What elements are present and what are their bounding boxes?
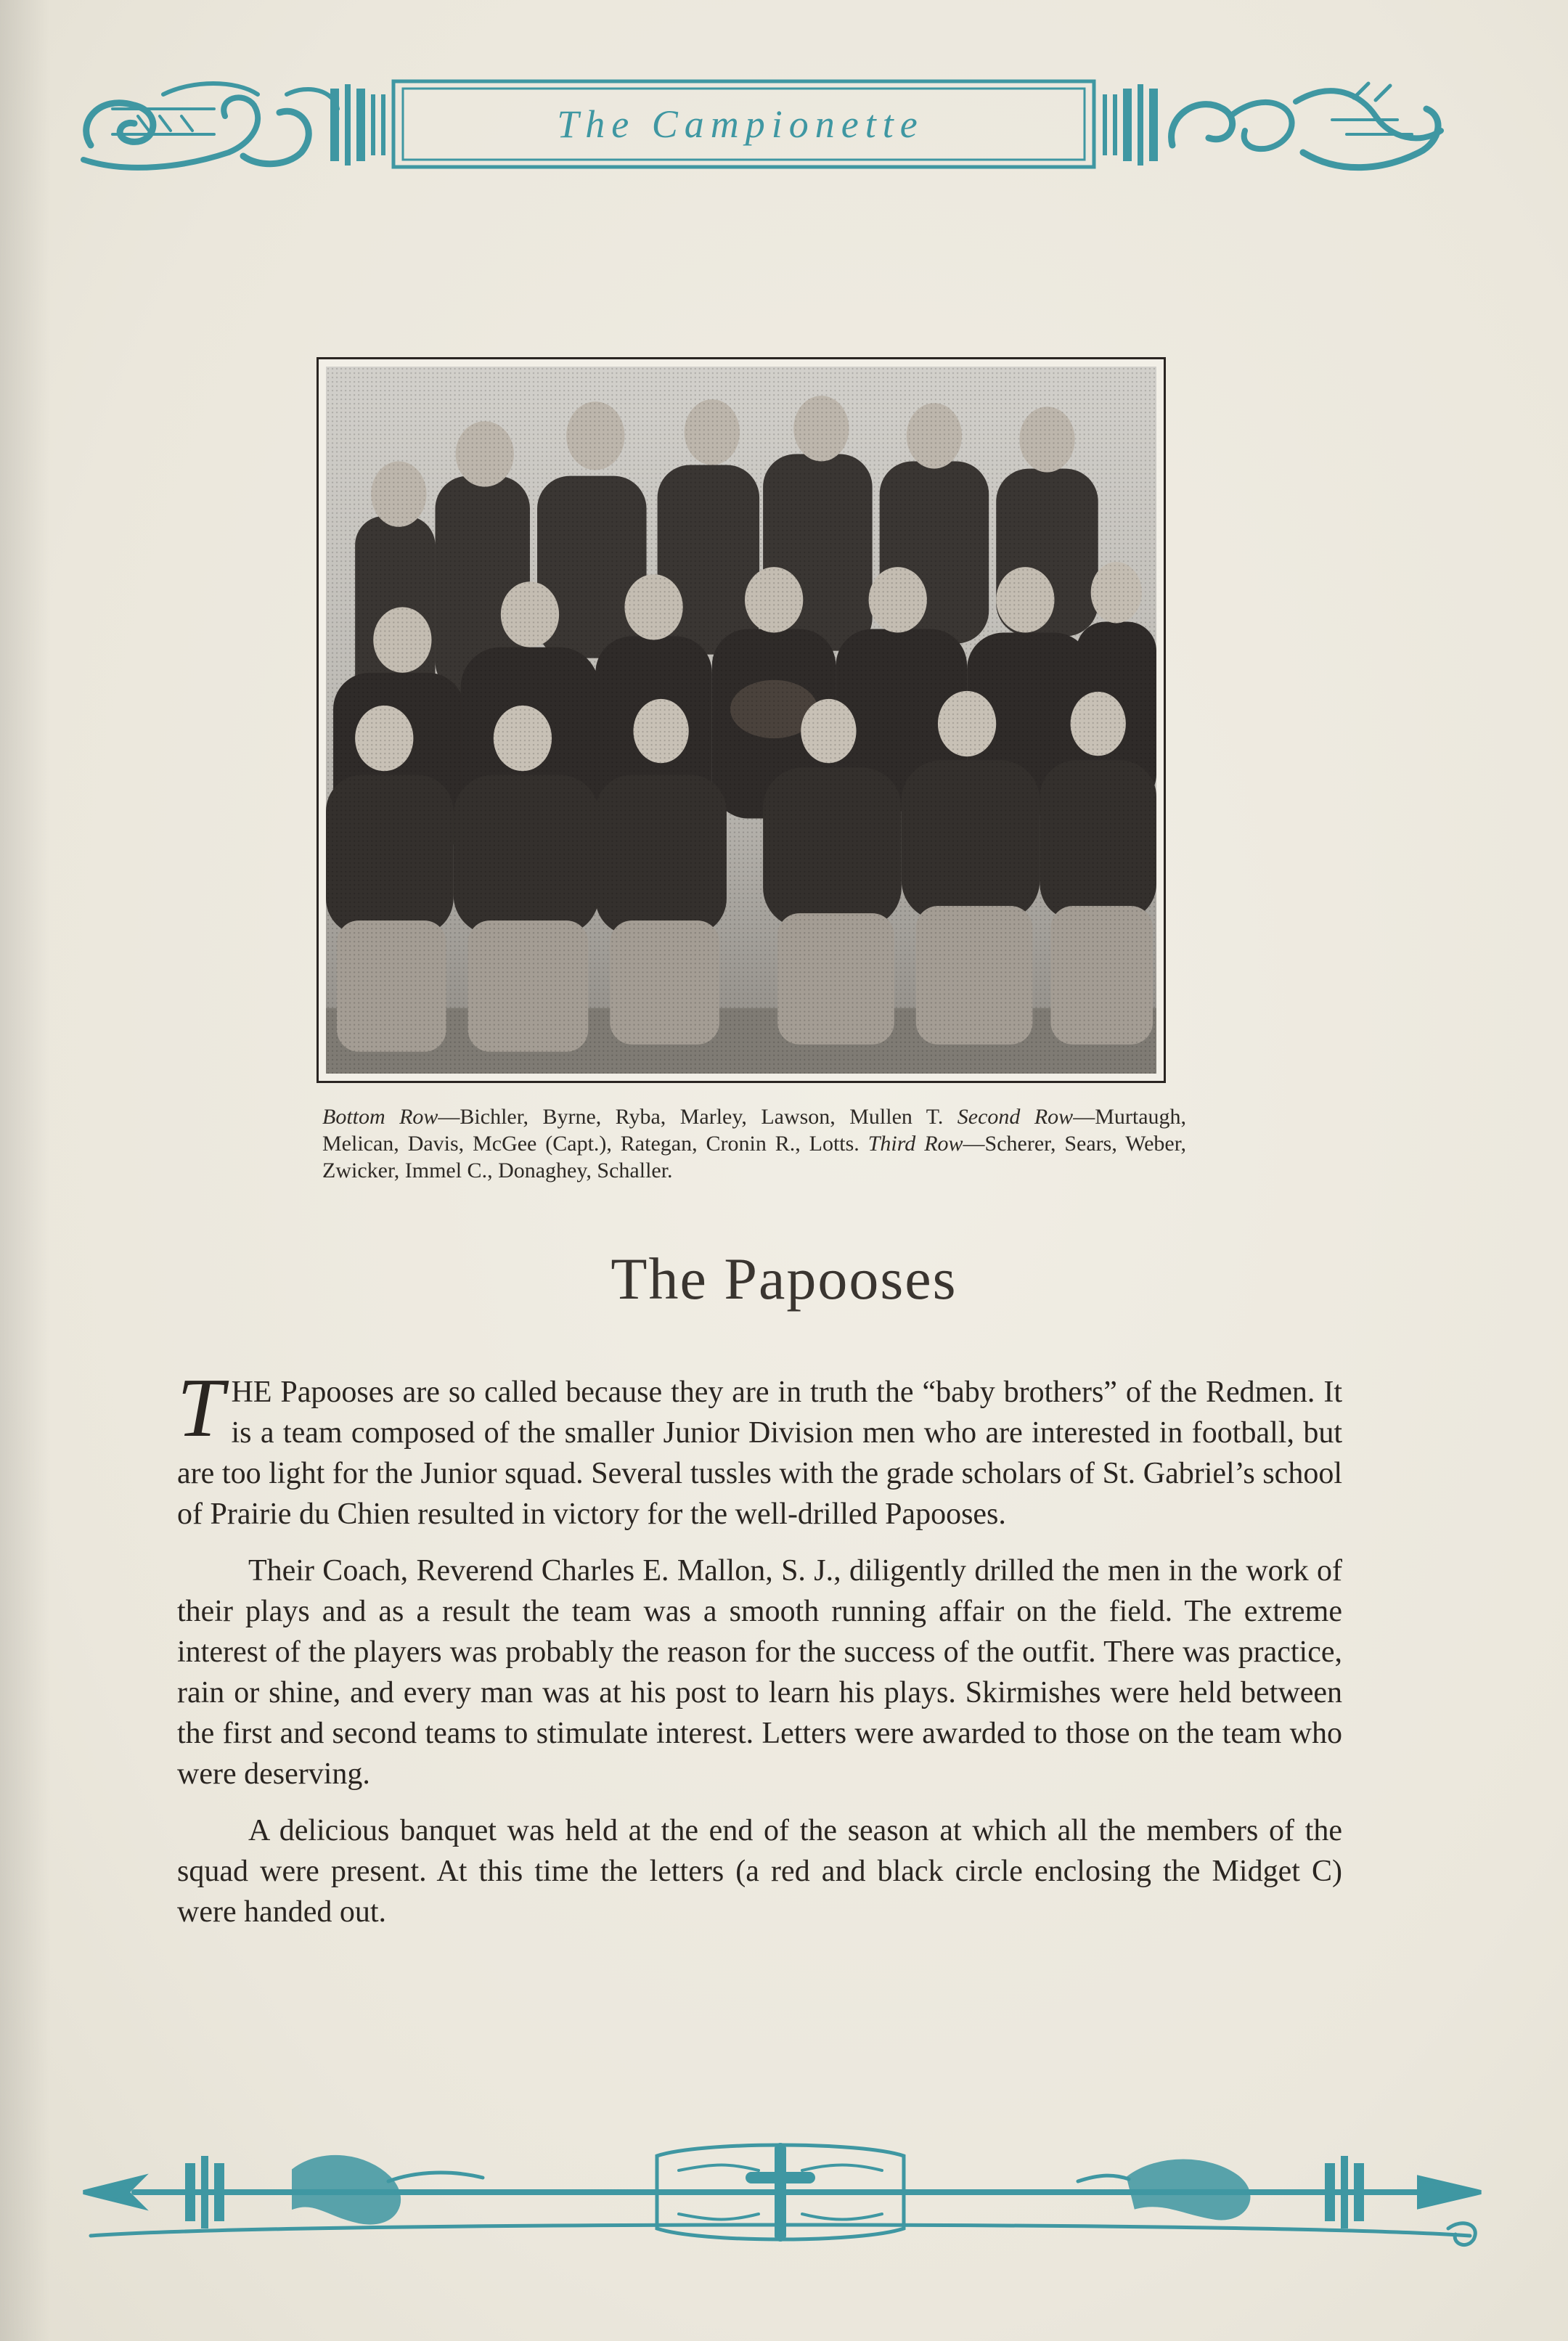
running-header-title: The Campionette [557, 102, 924, 146]
paragraph-2: Their Coach, Reverend Charles E. Mallon, S. J., diligently drilled the men in the work of their plays and as a result the team was a smooth running affair on the field. The extreme interest of the players was probably the reason for the success of the outfit. There was practice, rain or shine, and every man was at his post to learn his plays. Skirmishes were held between the first and second teams to stimulate interest. Letters were awarded to those on the team who were deserving. [177, 1554, 1342, 1791]
paragraph-1 [177, 1362, 1342, 1535]
team-photograph [317, 357, 1166, 1083]
caption-second-row-names: —Murtaugh, Melican, Davis, McGee (Capt.), Rategan, Cronin R., Lotts. [322, 1105, 1187, 1156]
tomahawk-and-cross-ornament-icon [76, 2127, 1485, 2258]
drop-cap: T [177, 1362, 224, 1455]
caption-bottom-row-names: —Bichler, Byrne, Ryba, Marley, Lawson, Mullen T. [438, 1105, 944, 1129]
caption-second-row-label: Second Row [957, 1105, 1074, 1129]
paragraph-3: A delicious banquet was held at the end of the season at which all the members of the squad were present. At this time the letters (a red and black circle enclosing the Midget C) were handed out. [177, 1814, 1342, 1929]
article-title: The Papooses [611, 1246, 957, 1312]
team-photograph-icon [326, 367, 1156, 1074]
caption-third-row-label: Third Row [867, 1132, 963, 1156]
paragraph-1-text: HE Papooses are so called because they are in truth the “baby brothers” of the Redmen. It is a team composed of the smaller Junior Division men who are interested in football, but are too light for the Junior squad. Several tussles with the grade scholars of St. Gabriel’s school of Prairie du Chien resulted in victory for the well-drilled Papooses. [177, 1376, 1342, 1531]
caption-third-row-names: —Scherer, Sears, Weber, Zwicker, Immel C., Donaghey, Schaller. [322, 1132, 1187, 1182]
article-body [177, 1362, 1342, 1948]
photo-caption [322, 1103, 1186, 1184]
caption-bottom-row-label: Bottom Row [322, 1105, 438, 1129]
binding-shadow [0, 0, 51, 2341]
